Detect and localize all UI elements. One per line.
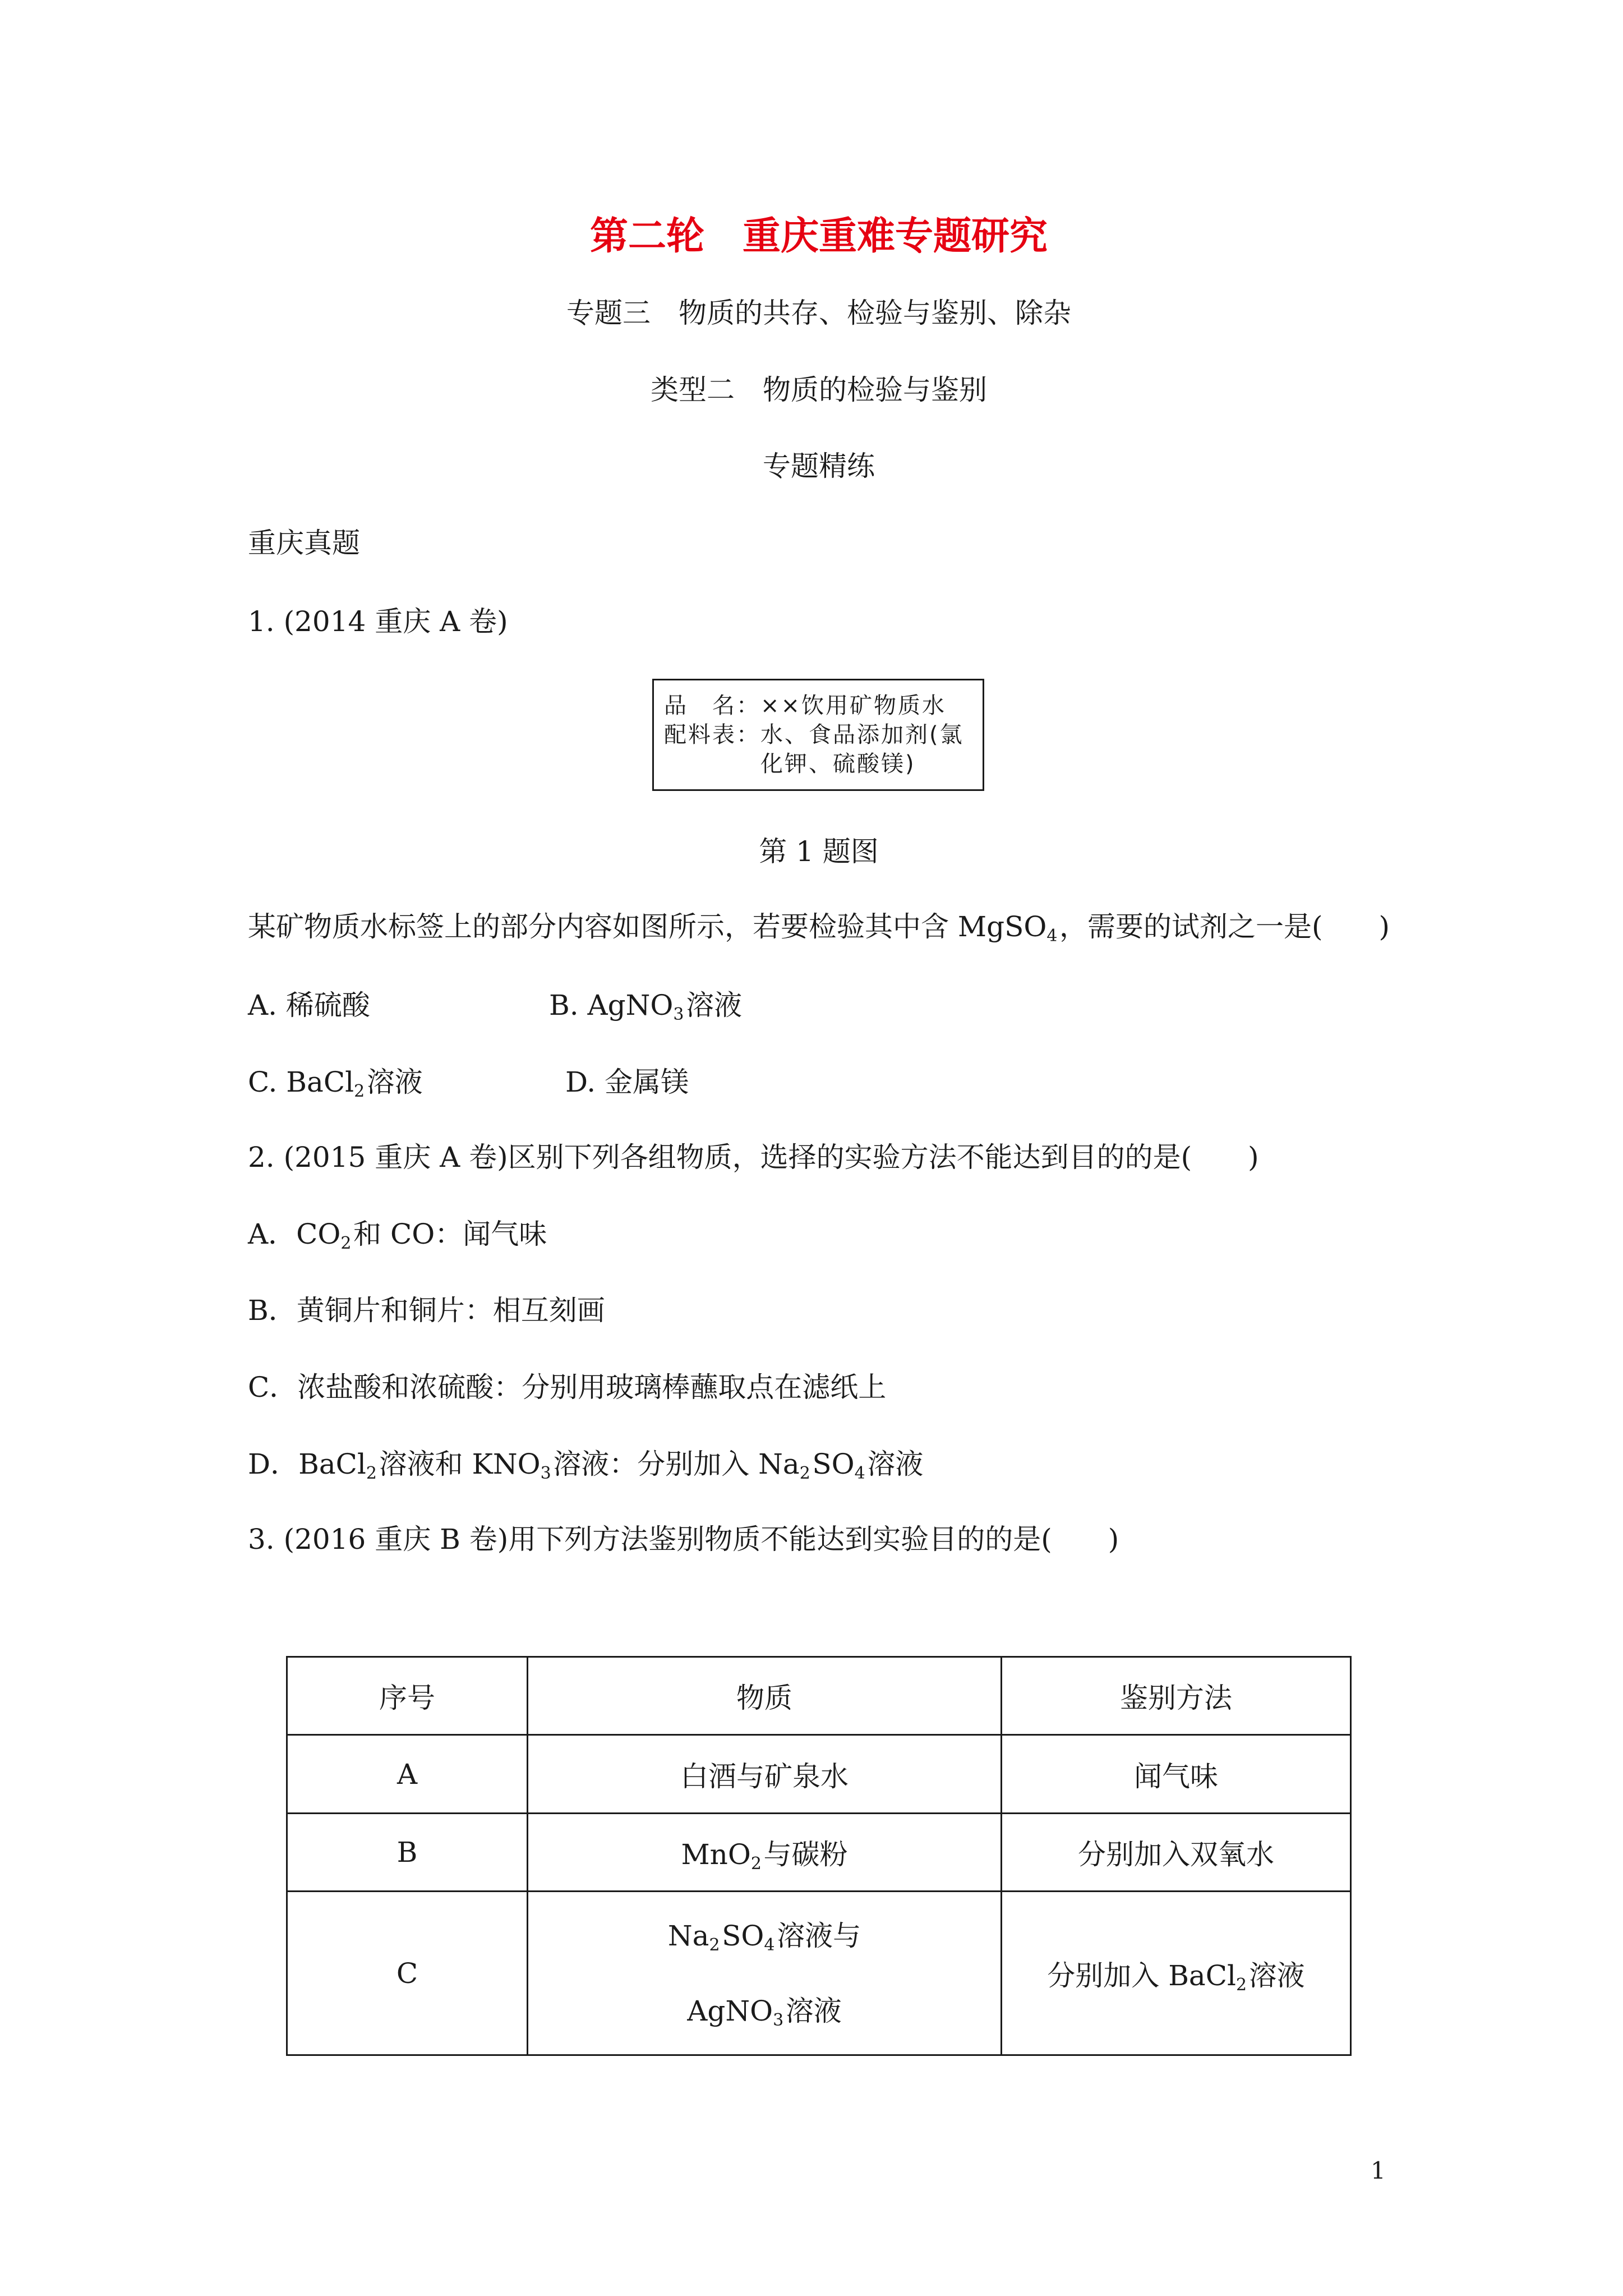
cell-index: A (287, 1735, 528, 1814)
question-1-option-a (248, 988, 370, 1022)
label-name-row (664, 691, 983, 720)
cell-index: C (287, 1892, 528, 2055)
cell-text: Na (667, 1919, 709, 1952)
cell-substance (528, 1814, 1002, 1892)
table-header-row (287, 1657, 1351, 1735)
question-2-option-c (248, 1370, 886, 1404)
figure-caption: 第 1 题图 (759, 835, 879, 868)
option-text: D. 金属镁 (565, 1066, 689, 1098)
cell-line (528, 1973, 1000, 2049)
question-3-stem: 3. (2016 重庆 B 卷)用下列方法鉴别物质不能达到实验目的的是( ) (248, 1523, 1119, 1556)
option-text: 溶液 (686, 989, 743, 1022)
header-cell-index: 序号 (287, 1657, 528, 1735)
question-1-source: 1. (2014 重庆 A 卷) (248, 605, 508, 638)
formula-subscript: 3 (773, 2010, 784, 2030)
option-text: 和 CO：闻气味 (353, 1218, 547, 1250)
option-text: C．浓盐酸和浓硫酸：分别用玻璃棒蘸取点在滤纸上 (248, 1371, 887, 1404)
label-ingredients-row (664, 720, 983, 749)
option-text: A．CO (248, 1218, 341, 1250)
label-ingredients-key: 配料表： (664, 722, 760, 748)
table-row (287, 1735, 1351, 1814)
option-text: B．黄铜片和铜片：相互刻画 (248, 1294, 605, 1327)
question-2-stem: 2. (2015 重庆 A 卷)区别下列各组物质，选择的实验方法不能达到目的的是( ) (248, 1141, 1259, 1174)
formula-subscript: 3 (540, 1464, 551, 1483)
cell-text: 分别加入双氧水 (1078, 1838, 1274, 1871)
section-heading: 专题精练 (763, 450, 875, 482)
option-text: C. BaCl (248, 1066, 354, 1098)
label-key-spacer (664, 749, 760, 779)
cell-text: AgNO (687, 1994, 773, 2027)
option-text: SO (812, 1448, 855, 1480)
cell-line (528, 1898, 1000, 1973)
label-ingredients-value: 水、食品添加剂(氯 (760, 722, 964, 748)
formula-subscript: 2 (799, 1464, 810, 1483)
formula-subscript: 4 (1046, 926, 1058, 946)
table-row (287, 1814, 1351, 1892)
option-text: 溶液和 KNO (379, 1448, 541, 1480)
cell-text: SO (722, 1919, 764, 1952)
label-ingredients-value-continued: 化钾、硫酸镁) (760, 751, 916, 777)
question-1-option-b (549, 988, 742, 1022)
option-text: B. AgNO (549, 989, 674, 1022)
label-ingredients-continuation-row (664, 749, 983, 779)
cell-method (1002, 1735, 1351, 1814)
product-label-box (652, 679, 984, 791)
question-1-option-d (565, 1065, 689, 1099)
question-1-stem (248, 910, 1390, 944)
cell-index: B (287, 1814, 528, 1892)
cell-text: 溶液 (1248, 1959, 1305, 1992)
header-cell-method: 鉴别方法 (1002, 1657, 1351, 1735)
formula-subscript: 2 (340, 1234, 352, 1253)
label-name-value: ××饮用矿物质水 (760, 693, 947, 719)
question-2-option-a (248, 1217, 547, 1251)
stem-text: ，需要的试剂之一是( ) (1059, 910, 1390, 943)
formula-subscript: 2 (1236, 1975, 1247, 1995)
subsection-heading: 重庆真题 (248, 527, 360, 559)
question-1-option-c (248, 1065, 423, 1099)
question-2-option-d (248, 1447, 923, 1481)
cell-substance (528, 1735, 1002, 1814)
cell-method (1002, 1892, 1351, 2055)
question-2-option-b (248, 1294, 605, 1327)
option-text: A. 稀硫酸 (248, 989, 370, 1022)
cell-method (1002, 1814, 1351, 1892)
topic-heading: 专题三 物质的共存、检验与鉴别、除杂 (566, 297, 1071, 329)
page-number: 1 (1371, 2157, 1386, 2184)
formula-subscript: 4 (764, 1935, 775, 1955)
cell-text: 白酒与矿泉水 (680, 1760, 849, 1793)
identification-table (286, 1656, 1352, 2056)
label-name-key: 品 名： (664, 693, 760, 719)
category-heading: 类型二 物质的检验与鉴别 (651, 374, 987, 406)
cell-text: 溶液 (785, 1994, 842, 2027)
formula-subscript: 3 (673, 1005, 684, 1024)
formula-subscript: 2 (709, 1935, 720, 1955)
cell-substance (528, 1892, 1002, 2055)
formula-subscript: 2 (366, 1464, 377, 1483)
formula-subscript: 2 (750, 1854, 762, 1874)
option-text: 溶液：分别加入 Na (553, 1448, 800, 1480)
table-row (287, 1892, 1351, 2055)
cell-text: MnO (681, 1838, 751, 1871)
cell-text: 闻气味 (1134, 1760, 1218, 1793)
formula-subscript: 2 (354, 1082, 365, 1101)
stem-text: 某矿物质水标签上的部分内容如图所示，若要检验其中含 MgSO (248, 910, 1047, 943)
option-text: D．BaCl (248, 1448, 366, 1480)
cell-text: 分别加入 BaCl (1047, 1959, 1236, 1992)
formula-subscript: 4 (854, 1464, 865, 1483)
header-cell-substance: 物质 (528, 1657, 1002, 1735)
option-text: 溶液 (366, 1066, 423, 1098)
page-title: 第二轮 重庆重难专题研究 (589, 214, 1048, 259)
option-text: 溶液 (867, 1448, 924, 1480)
cell-text: 与碳粉 (763, 1838, 848, 1871)
cell-text: 溶液与 (777, 1919, 861, 1952)
